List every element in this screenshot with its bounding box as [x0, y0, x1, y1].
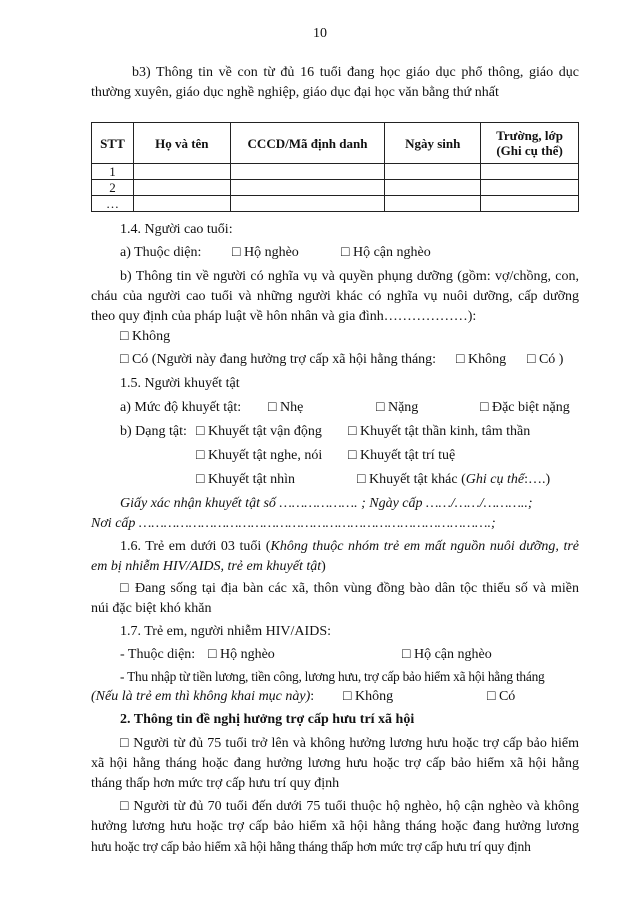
s2-p2-line-3: hưu hoặc trợ cấp bảo hiểm xã hội hằng tháng thấp hơn mức trợ cấp hưu trí quy định [91, 839, 531, 854]
id-number-cell[interactable] [230, 164, 385, 180]
table-header-row [92, 123, 579, 164]
s14-checkbox-yes[interactable]: □ Có (Người này đang hưởng trợ cấp xã hội hằng tháng: [120, 352, 437, 367]
s15-other-italic: Ghi cụ thể [465, 472, 525, 487]
header-birth-date: Ngày sinh [385, 123, 481, 164]
full-name-cell[interactable] [133, 180, 230, 196]
id-number-cell[interactable] [230, 180, 385, 196]
b3-line-1: b3) Thông tin về con từ đủ 16 tuổi đang học giáo dục phổ thông, giáo dục [132, 65, 579, 80]
full-name-cell[interactable] [133, 164, 230, 180]
header-school-class [481, 123, 579, 164]
s15-a-label: a) Mức độ khuyết tật: [120, 400, 242, 415]
header-id-number: CCCD/Mã định danh [230, 123, 385, 164]
id-number-cell[interactable] [230, 196, 385, 212]
s2-checkbox-70-to-75[interactable]: □ Người từ đủ 70 tuổi đến dưới 75 tuổi thuộc hộ nghèo, hộ cận nghèo và không [120, 799, 579, 814]
s17-income-line-1: - Thu nhập từ tiền lương, tiền công, lương hưu, trợ cấp bảo hiểm xã hội hằng tháng [120, 669, 545, 684]
page-number: 10 [313, 26, 327, 41]
school-class-cell[interactable] [481, 164, 579, 180]
row-number: 2 [92, 180, 134, 196]
s16-option-line-2: núi đặc biệt khó khăn [91, 601, 212, 616]
header-school-class-line-2: (Ghi cụ thể) [496, 143, 563, 158]
s14-checkbox-no[interactable]: □ Không [120, 329, 171, 344]
birth-date-cell[interactable] [385, 180, 481, 196]
s15-b-label: b) Dạng tật: [120, 424, 187, 439]
b3-line-2: thường xuyên, giáo dục nghề nghiệp, giáo dục đại học văn bằng thứ nhất [91, 85, 499, 100]
s16-title-italic-1: Không thuộc nhóm trẻ em mất nguồn nuôi dưỡng, trẻ [270, 539, 580, 554]
s2-p1-line-2: xã hội hằng tháng hoặc đang hưởng lương hưu hoặc trợ cấp bảo hiểm xã hội hằng [91, 756, 579, 771]
table-row [92, 196, 579, 212]
full-name-cell[interactable] [133, 196, 230, 212]
section-1-5-title: 1.5. Người khuyết tật [120, 376, 240, 391]
s15-checkbox-intellectual[interactable]: □ Khuyết tật trí tuệ [348, 448, 456, 463]
s2-p1-line-3: tháng thấp hơn mức trợ cấp hưu trí quy định [91, 776, 340, 791]
s15-checkbox-other[interactable] [357, 471, 550, 488]
section-1-7-title: 1.7. Trẻ em, người nhiễm HIV/AIDS: [120, 624, 331, 639]
row-number: … [92, 196, 134, 212]
s15-checkbox-hearing-speech[interactable]: □ Khuyết tật nghe, nói [196, 448, 323, 463]
s15-other-post: :….) [524, 472, 551, 487]
table-row [92, 164, 579, 180]
s14-b-line-1: b) Thông tin về người có nghĩa vụ và quyền phụng dưỡng (gồm: vợ/chồng, con, [120, 269, 579, 284]
header-full-name: Họ và tên [133, 123, 230, 164]
s14-checkbox-poor[interactable]: □ Hộ nghèo [232, 245, 299, 260]
s14-allowance-checkbox-no[interactable]: □ Không [456, 352, 507, 367]
s17-checkbox-no[interactable]: □ Không [343, 689, 394, 704]
s2-checkbox-over-75[interactable]: □ Người từ đủ 75 tuổi trở lên và không hưởng lương hưu hoặc trợ cấp bảo hiểm [120, 736, 579, 751]
s17-income-italic: (Nếu là trẻ em thì không khai mục này) [91, 689, 311, 704]
s15-checkbox-mild[interactable]: □ Nhẹ [268, 400, 304, 415]
s16-title-pre: 1.6. Trẻ em dưới 03 tuổi ( [120, 539, 271, 554]
section-1-6-title-cont [91, 558, 326, 575]
s16-title-italic-2: em bị nhiễm HIV/AIDS, trẻ em khuyết tật [91, 559, 322, 574]
s15-checkbox-neuro-mental[interactable]: □ Khuyết tật thần kinh, tâm thần [348, 424, 531, 439]
s17-checkbox-poor[interactable]: □ Hộ nghèo [208, 647, 275, 662]
s17-a-label: - Thuộc diện: [120, 647, 196, 662]
header-stt: STT [92, 123, 134, 164]
birth-date-cell[interactable] [385, 164, 481, 180]
section-2-title: 2. Thông tin đề nghị hưởng trợ cấp hưu trí xã hội [120, 712, 415, 727]
row-number: 1 [92, 164, 134, 180]
s17-income-colon: : [310, 689, 315, 704]
school-class-cell[interactable] [481, 180, 579, 196]
section-1-6-title [120, 538, 579, 555]
s15-certificate-line-1: Giấy xác nhận khuyết tật số ………………. ; Ngày cấp ……/……/………..; [120, 496, 533, 511]
s15-checkbox-mobility[interactable]: □ Khuyết tật vận động [196, 424, 322, 439]
s16-checkbox-remote-area[interactable]: □ Đang sống tại địa bàn các xã, thôn vùng đồng bào dân tộc thiểu số và miền [120, 581, 579, 596]
header-school-class-line-1: Trường, lớp [496, 128, 563, 143]
s17-checkbox-near-poor[interactable]: □ Hộ cận nghèo [402, 647, 492, 662]
s15-checkbox-visual[interactable]: □ Khuyết tật nhìn [196, 472, 296, 487]
section-1-4-title: 1.4. Người cao tuổi: [120, 222, 233, 237]
table-row [92, 180, 579, 196]
s17-income-line-2 [91, 688, 314, 705]
s17-checkbox-yes[interactable]: □ Có [487, 689, 516, 704]
s16-title-post: ) [321, 559, 326, 574]
birth-date-cell[interactable] [385, 196, 481, 212]
s15-checkbox-severe[interactable]: □ Nặng [376, 400, 419, 415]
s14-checkbox-near-poor[interactable]: □ Hộ cận nghèo [341, 245, 431, 260]
s14-b-line-3: theo quy định của pháp luật về hôn nhân và gia đình………………): [91, 309, 477, 324]
school-class-cell[interactable] [481, 196, 579, 212]
s14-allowance-checkbox-yes[interactable]: □ Có ) [527, 352, 564, 367]
children-info-table [91, 122, 579, 212]
s15-other-pre: □ Khuyết tật khác ( [357, 472, 466, 487]
s14-a-label: a) Thuộc diện: [120, 245, 202, 260]
s14-b-line-2: cháu của người cao tuổi và những người khác có nghĩa vụ nuôi dưỡng, cấp dưỡng [91, 289, 579, 304]
s15-checkbox-very-severe[interactable]: □ Đặc biệt nặng [480, 400, 570, 415]
s2-p2-line-2: hưởng lương hưu hoặc trợ cấp bảo hiểm xã hội hằng tháng hoặc đang hưởng lương [91, 819, 579, 834]
s15-certificate-line-2: Nơi cấp ………………………………………………………………………….; [91, 516, 496, 531]
